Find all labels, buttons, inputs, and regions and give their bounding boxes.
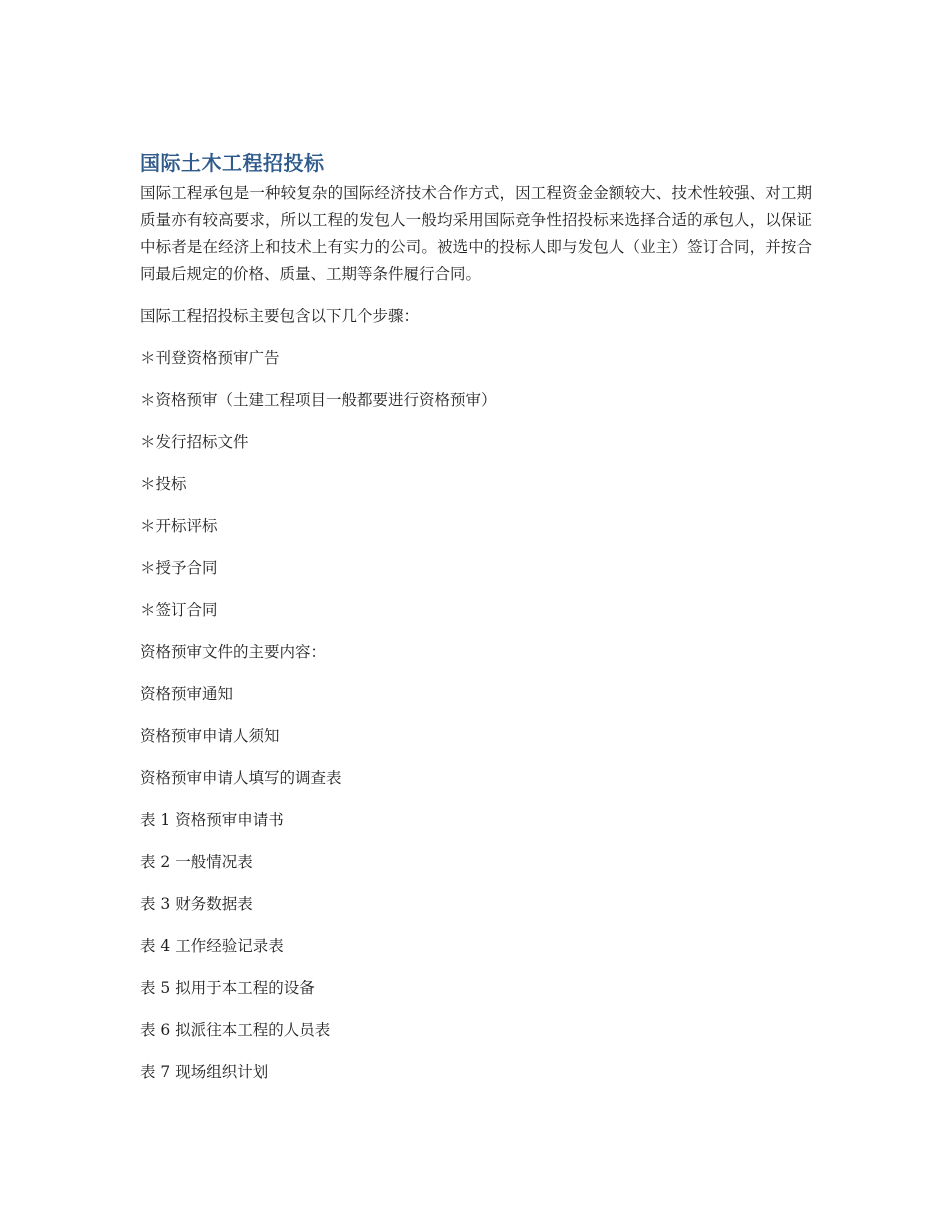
step-item: ＊发行招标文件 — [140, 433, 249, 451]
contents-item: 表 6 拟派往本工程的人员表 — [140, 1021, 331, 1039]
contents-item: 表 3 财务数据表 — [140, 895, 253, 913]
step-item: ＊投标 — [140, 475, 187, 493]
step-item: ＊开标评标 — [140, 517, 218, 535]
contents-item: 资格预审申请人须知 — [140, 727, 280, 745]
contents-item: 资格预审通知 — [140, 685, 234, 703]
step-item: ＊签订合同 — [140, 601, 218, 619]
document-title: 国际土木工程招投标 — [140, 151, 325, 175]
steps-lead: 国际工程招投标主要包含以下几个步骤： — [140, 307, 420, 325]
document-page — [140, 148, 812, 1082]
contents-item: 表 1 资格预审申请书 — [140, 811, 284, 829]
contents-lead: 资格预审文件的主要内容： — [140, 643, 327, 661]
contents-item: 资格预审申请人填写的调查表 — [140, 769, 342, 787]
contents-item: 表 5 拟用于本工程的设备 — [140, 979, 315, 997]
step-item: ＊刊登资格预审广告 — [140, 349, 280, 367]
contents-item: 表 7 现场组织计划 — [140, 1063, 269, 1081]
step-item: ＊授予合同 — [140, 559, 218, 577]
contents-item: 表 2 一般情况表 — [140, 853, 253, 871]
step-item: ＊资格预审（土建工程项目一般都要进行资格预审） — [140, 391, 497, 409]
intro-paragraph: 国际工程承包是一种较复杂的国际经济技术合作方式，因工程资金金额较大、技术性较强、对工期质量亦有较高要求，所以工程的发包人一般均采用国际竞争性招投标来选择合适的承包人，以保证中标者是在经济上和技术上有实力的公司。被选中的投标人即与发包人（业主）签订合同，并按合同最后规定的价格、质量、工期等条件履行合同。 — [140, 184, 812, 283]
contents-item: 表 4 工作经验记录表 — [140, 937, 284, 955]
